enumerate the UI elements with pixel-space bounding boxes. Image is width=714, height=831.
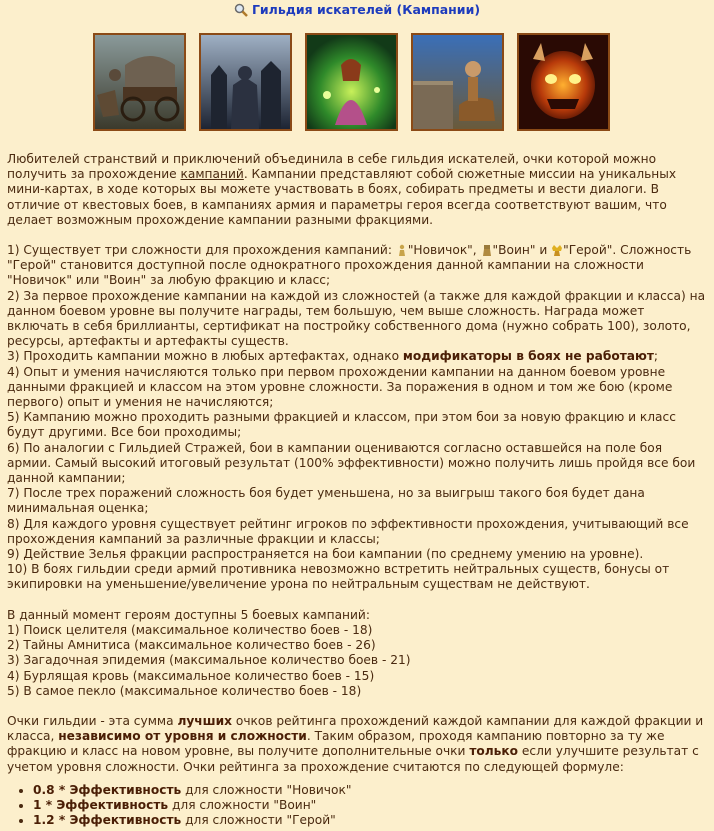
page-title: Гильдия искателей (Кампании): [251, 2, 481, 17]
rule-8: 8) Для каждого уровня существует рейтинг игроков по эффективности прохождения, учитывающий все прохождения кампаний за различные фракции и классы;: [7, 516, 689, 546]
campaign-item: 2) Тайны Амнитиса (максимальное количество боев - 26): [7, 638, 376, 653]
campaign-item: 3) Загадочная эпидемия (максимальное количество боев - 21): [7, 653, 411, 668]
rule-7: 7) После трех поражений сложность боя будет уменьшена, но за выигрыш такого боя будет дана минимальная оценка;: [7, 486, 645, 516]
rule-5: 5) Кампанию можно проходить разными фракцией и классом, при этом бои за новую фракцию и класс будут другими. Все бои проходимы;: [7, 410, 676, 440]
hero-label: "Герой". Сложность "Герой" становится доступной после однократного прохождения данной кампании на сложности "Новичок" или "Воин" за любую фракцию и класс;: [7, 243, 692, 288]
points-text: Очки гильдии - эта сумма: [7, 713, 178, 728]
intro-text: Любителей странствий и приключений объединила в себе гильдия искателей, очки которой можно получить за прохождение: [7, 152, 657, 182]
intro-paragraph: [7, 152, 707, 228]
rule-bold: модификаторы в боях не работают: [402, 349, 654, 364]
formula-bold: 1.2 * Эффективность: [33, 813, 182, 828]
formula-item: [33, 783, 707, 798]
novice-icon: [396, 244, 408, 256]
magnifier-icon: [234, 3, 248, 17]
campaign-images: [93, 33, 623, 133]
campaign-image-wagon[interactable]: [93, 33, 186, 131]
points-bold-independent: независимо от уровня и сложности: [58, 729, 307, 744]
campaign-image-elf-sorceress[interactable]: [305, 33, 398, 131]
campaign-item: 1) Поиск целителя (максимальное количество боев - 18): [7, 622, 373, 637]
formula-text: для сложности "Новичок": [181, 782, 352, 797]
rule-3: [7, 349, 707, 364]
campaign-item: 4) Бурлящая кровь (максимальное количество боев - 15): [7, 668, 375, 683]
points-bold-best: лучших: [177, 713, 233, 728]
formula-item: [33, 798, 707, 813]
formula-bold: 0.8 * Эффективность: [33, 782, 182, 797]
campaign-image-dark-knights[interactable]: [199, 33, 292, 131]
campaigns-link[interactable]: кампаний: [180, 167, 244, 182]
rule-text-end: ;: [653, 349, 659, 364]
rule-10: 10) В боях гильдии среди армий противника невозможно встретить нейтральных существ, бонусы от экипировки на уменьшение/увеличение урона по нейтральным существам не действуют.: [7, 562, 670, 592]
warrior-icon: [481, 244, 493, 256]
points-paragraph: [7, 714, 707, 775]
warrior-label: "Воин" и: [492, 243, 552, 258]
header: [0, 2, 714, 22]
rule-2: 2) За первое прохождение кампании на каждой из сложностей (а также для каждой фракции и класса) на данном боевом уровне вы получите награды, тем большую, чем выше сложность. Награда может включать в себя бриллианты, сертификат на постройку собственного дома (нужно собрать 100), золото, ресурсы, артефакты и артефакты существ.: [7, 288, 706, 349]
rule-text: 1) Существует три сложности для прохождения кампаний:: [7, 243, 396, 258]
points-text: очков рейтинга прохождений каждой кампании для каждой фракции и класса,: [7, 713, 704, 744]
formula-bold: 1 * Эффективность: [33, 797, 169, 812]
content: [7, 152, 707, 828]
points-bold-only: только: [469, 744, 519, 759]
hero-icon: [551, 244, 563, 256]
formula-list: [7, 783, 707, 829]
points-text: . Таким образом, проходя кампанию повторно за ту же фракцию и класс на новом уровне, вы получите дополнительные очки: [7, 729, 665, 759]
campaign-image-demon-skull[interactable]: [517, 33, 610, 131]
formula-item: [33, 813, 707, 828]
intro-text-rest: . Кампании представляют собой сюжетные миссии на уникальных мини-картах, в ходе которых вы можете участвовать в боях, собирать предметы и вести диалоги. В отличие от квестовых боев, в кампаниях армия и параметры героя всегда соответствуют вашим, что делает возможным прохождение кампании разными фракциями.: [7, 167, 677, 227]
campaign-image-centaur[interactable]: [411, 33, 504, 131]
formula-text: для сложности "Герой": [181, 813, 336, 828]
novice-label: "Новичок",: [407, 243, 481, 258]
rule-9: 9) Действие Зелья фракции распространяется на бои кампании (по среднему умению на уровне).: [7, 547, 644, 562]
rule-text: 3) Проходить кампании можно в любых артефактах, однако: [7, 349, 403, 364]
rule-4: 4) Опыт и умения начисляются только при первом прохождении кампании на данном боевом уровне данными фракцией и классом на этом уровне сложности. За поражения в одном и том же бою (кроме первого) опыт и умения не начисляются;: [7, 364, 673, 410]
rule-6: 6) По аналогии с Гильдией Стражей, бои в кампании оцениваются согласно оставшейся на поле боя армии. Самый высокий итоговый результат (100% эффективности) можно получить лишь пройдя все бои данной кампании;: [7, 440, 696, 486]
campaigns-heading: В данный момент героям доступны 5 боевых кампаний:: [7, 607, 370, 622]
points-text: если улучшите результат с учетом уровня сложности. Очки рейтинга за прохождение считаются по следующей формуле:: [7, 744, 699, 774]
formula-text: для сложности "Воин": [168, 797, 317, 812]
rule-1: [7, 243, 707, 289]
campaign-item: 5) В самое пекло (максимальное количество боев - 18): [7, 683, 362, 698]
